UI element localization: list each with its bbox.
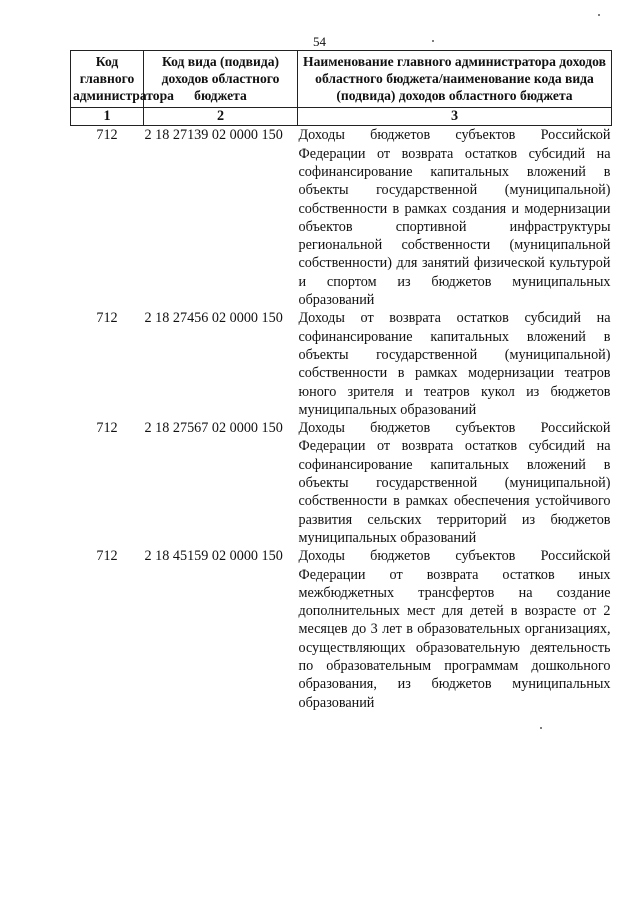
table-row — [71, 309, 612, 419]
header-name: Наименование главного администратора доходов областного бюджета/наименование кода вида (подвида) доходов областного бюджета — [298, 51, 612, 108]
admin-code: 712 — [96, 127, 118, 144]
admin-code: 712 — [96, 548, 118, 565]
header-admin-code: Код главного администратора — [71, 51, 144, 108]
scan-speck — [598, 14, 600, 16]
admin-code: 712 — [96, 420, 118, 437]
column-number-row — [71, 108, 612, 126]
revenue-codes-table — [70, 50, 612, 712]
revenue-code: 2 18 27456 02 0000 150 — [144, 310, 283, 327]
revenue-name: Доходы бюджетов субъектов Российской Федерации от возврата остатков субсидий на софинансирование капитальных вложений в объекты государственной (муниципальной) собственности в рамках обеспечения устойчивого развития сельских территорий из бюджетов муниципальных образований — [298, 420, 611, 546]
revenue-code: 2 18 45159 02 0000 150 — [144, 548, 283, 565]
table-row — [71, 419, 612, 547]
scan-speck — [432, 40, 434, 42]
revenue-code: 2 18 27567 02 0000 150 — [144, 420, 283, 437]
table-row — [71, 126, 612, 309]
header-revenue-code: Код вида (подвида) доходов областного бюджета — [144, 51, 298, 108]
revenue-name: Доходы бюджетов субъектов Российской Федерации от возврата остатков иных межбюджетных трансфертов на создание дополнительных мест для детей в возрасте от 2 месяцев до 3 лет в образовательных организациях, осуществляющих образовательную деятельность по образовательным программам дошкольного образования, из бюджетов муниципальных образований — [298, 548, 611, 711]
table-row — [71, 547, 612, 712]
column-number: 2 — [144, 108, 298, 126]
table-header-row — [71, 51, 612, 108]
admin-code: 712 — [96, 310, 118, 327]
revenue-name: Доходы бюджетов субъектов Российской Федерации от возврата остатков субсидий на софинансирование капитальных вложений в объекты государственной (муниципальной) собственности в рамках создания и модернизации объектов спортивной инфраструктуры региональной собственности (муниципальной собственности) для занятий физической культурой и спортом из бюджетов муниципальных образований — [298, 127, 611, 309]
column-number: 1 — [71, 108, 144, 126]
scan-speck — [540, 727, 542, 729]
revenue-name: Доходы от возврата остатков субсидий на софинансирование капитальных вложений в объекты государственной (муниципальной) собственности в рамках модернизации театров юного зрителя и театров кукол из бюджетов муниципальных образований — [298, 310, 611, 418]
revenue-code: 2 18 27139 02 0000 150 — [144, 127, 283, 144]
column-number: 3 — [298, 108, 612, 126]
page-number: 54 — [313, 34, 326, 49]
